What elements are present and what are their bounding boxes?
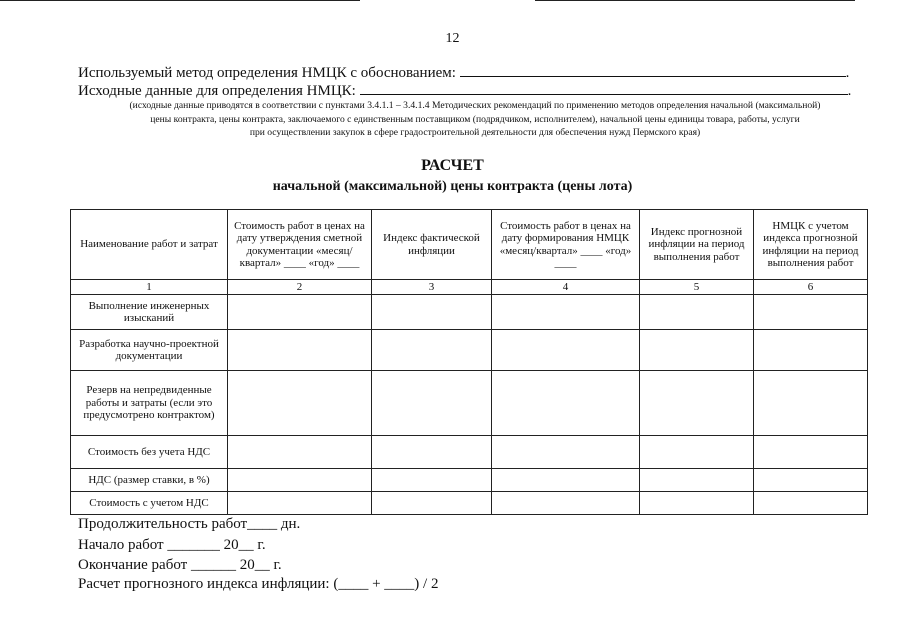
value-cell[interactable] [640,295,754,330]
value-cell[interactable] [372,330,492,371]
table-row [71,295,868,330]
end-line: Окончание работ ______ 20__ г. [78,557,282,573]
source-field: Исходные данные для определения НМЦК: . [78,83,852,99]
value-cell[interactable] [372,492,492,515]
top-rule-right [535,0,855,1]
value-cell[interactable] [492,330,640,371]
value-cell[interactable] [228,436,372,469]
header-cell: НМЦК с учетом индекса прогнозной инфляции на период выполнения работ [754,210,868,280]
header-cell: Индекс фактической инфляции [372,210,492,280]
row-label: Резерв на непредвиденные работы и затраты (если это предусмотрено контрактом) [71,371,228,436]
value-cell[interactable] [492,371,640,436]
table-row [71,469,868,492]
duration-line: Продолжительность работ____ дн. [78,516,301,532]
source-note [40,99,905,140]
value-cell[interactable] [372,295,492,330]
column-number-row [71,280,868,295]
value-cell[interactable] [492,492,640,515]
document-subtitle: начальной (максимальной) цены контракта (цены лота) [272,179,633,194]
calculation-table [70,209,868,515]
column-number: 3 [372,280,492,295]
value-cell[interactable] [754,492,868,515]
column-number: 4 [492,280,640,295]
row-label: Стоимость с учетом НДС [71,492,228,515]
value-cell[interactable] [492,436,640,469]
document-title: РАСЧЕТ [421,157,484,174]
method-blank[interactable] [460,63,846,77]
value-cell[interactable] [754,330,868,371]
row-label: НДС (размер ставки, в %) [71,469,228,492]
value-cell[interactable] [372,436,492,469]
value-cell[interactable] [228,330,372,371]
column-number: 6 [754,280,868,295]
value-cell[interactable] [372,371,492,436]
header-cell: Стоимость работ в ценах на дату утверждения сметной документации «месяц/квартал» ____ «год» ____ [228,210,372,280]
value-cell[interactable] [754,436,868,469]
value-cell[interactable] [228,469,372,492]
source-label: Исходные данные для определения НМЦК: [78,83,356,99]
top-rule-left [0,0,360,1]
header-cell: Наименование работ и затрат [71,210,228,280]
table-row [71,492,868,515]
value-cell[interactable] [640,330,754,371]
value-cell[interactable] [228,492,372,515]
method-label: Используемый метод определения НМЦК с обоснованием: [78,65,456,81]
table-row [71,330,868,371]
column-number: 1 [71,280,228,295]
column-number: 5 [640,280,754,295]
column-number: 2 [228,280,372,295]
source-blank[interactable] [360,81,848,95]
note-line-1: (исходные данные приводятся в соответствии с пунктами 3.4.1.1 – 3.4.1.4 Методических рекомендаций по применению методов определения начальной (максимальной) [129,100,821,111]
note-line-3: при осуществлении закупок в сфере градостроительной деятельности для обеспечения нужд Пермского края) [249,127,701,138]
value-cell[interactable] [372,469,492,492]
header-cell: Стоимость работ в ценах на дату формирования НМЦК «месяц/квартал» ____ «год» ____ [492,210,640,280]
table-header-row [71,210,868,280]
value-cell[interactable] [640,371,754,436]
value-cell[interactable] [640,469,754,492]
note-line-2: цены контракта, цены контракта, заключаемого с единственным поставщиком (подрядчиком, исполнителем), начальной цены единицы товара, работы, услуги [150,113,800,125]
value-cell[interactable] [640,436,754,469]
value-cell[interactable] [754,469,868,492]
method-field: Используемый метод определения НМЦК с обоснованием: . [78,65,850,81]
value-cell[interactable] [492,469,640,492]
value-cell[interactable] [754,295,868,330]
value-cell[interactable] [640,492,754,515]
row-label: Стоимость без учета НДС [71,436,228,469]
value-cell[interactable] [754,371,868,436]
start-line: Начало работ _______ 20__ г. [78,537,266,553]
row-label: Разработка научно-проектной документации [71,330,228,371]
page-number: 12 [445,31,460,46]
table-row [71,371,868,436]
value-cell[interactable] [228,295,372,330]
row-label: Выполнение инженерных изысканий [71,295,228,330]
header-cell: Индекс прогнозной инфляции на период выполнения работ [640,210,754,280]
value-cell[interactable] [492,295,640,330]
table-row [71,436,868,469]
value-cell[interactable] [228,371,372,436]
forecast-line: Расчет прогнозного индекса инфляции: (____ + ____) / 2 [78,576,439,592]
